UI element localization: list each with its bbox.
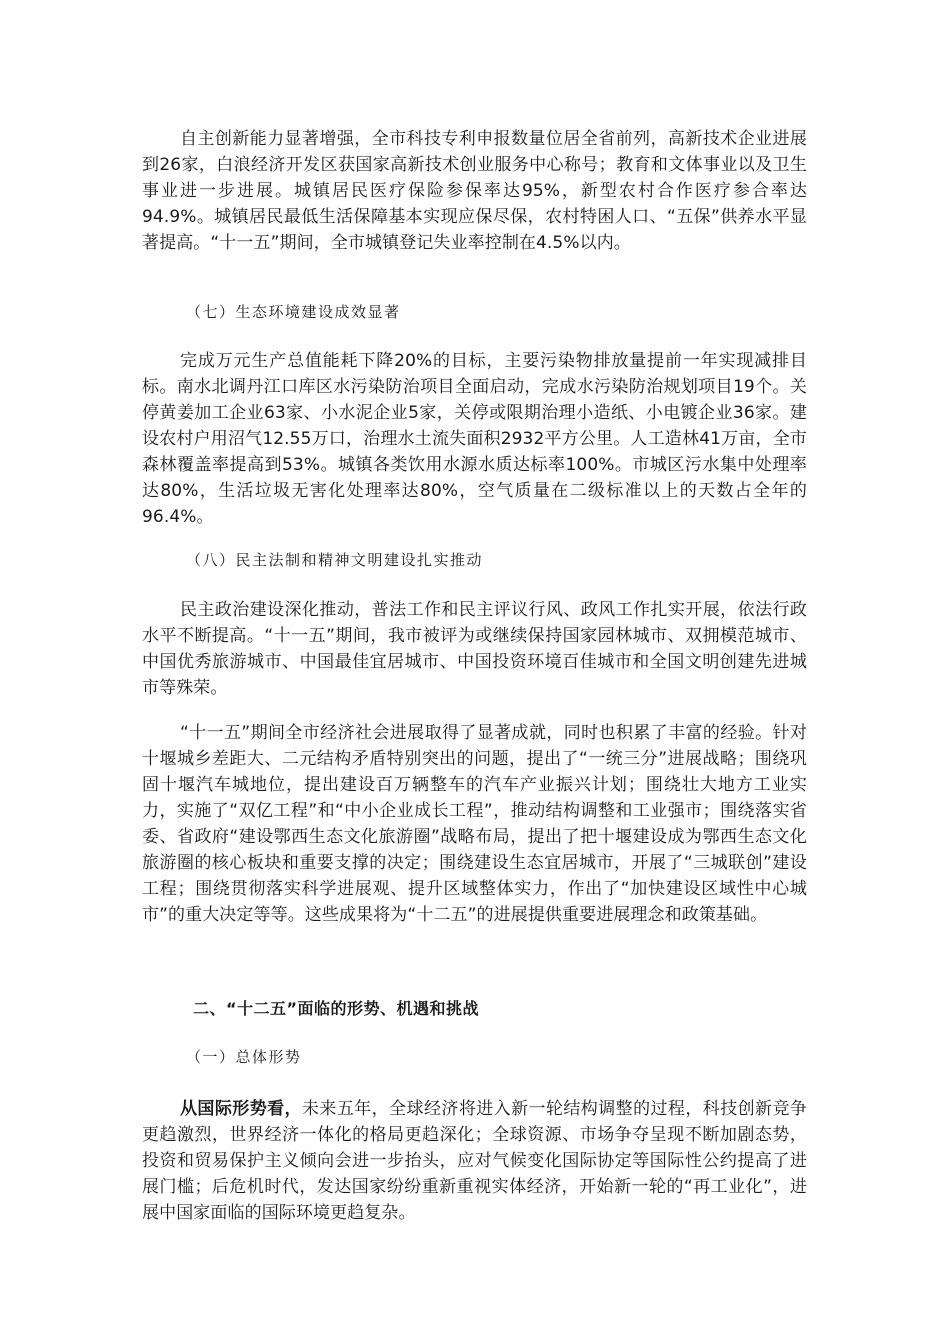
paragraph-ecology: 完成万元生产总值能耗下降20%的目标，主要污染物排放量提前一年实现减排目标。南水北调丹江口库区水污染防治项目全面启动，完成水污染防治规划项目19个。关停黄姜加工企业63家、小水泥企业5家，关停或限期治理小造纸、小电镀企业36家。建设农村户用沼气12.55万口，治理水土流失面积2932平方公里。人工造林41万亩，全市森林覆盖率提高到53%。城镇各类饮用水源水质达标率100%。市城区污水集中处理率达80%，生活垃圾无害化处理率达80%，空气质量在二级标准以上的天数占全年的96.4%。 bbox=[142, 351, 807, 527]
section-heading-democracy: （八）民主法制和精神文明建设扎实推动 bbox=[186, 551, 484, 569]
section-heading-overall-situation: （一）总体形势 bbox=[186, 1048, 302, 1066]
paragraph-international-situation bbox=[142, 1096, 807, 1226]
chapter-heading-twelfth-plan: 二、“十二五”面临的形势、机遇和挑战 bbox=[193, 999, 480, 1018]
lead-phrase-international: 从国际形势看， bbox=[180, 1099, 302, 1119]
paragraph-innovation-social: 自主创新能力显著增强，全市科技专利申报数量位居全省前列，高新技术企业进展到26家，白浪经济开发区获国家高新技术创业服务中心称号；教育和文体事业以及卫生事业进一步进展。城镇居民医疗保险参保率达95%，新型农村合作医疗参合率达94.9%。城镇居民最低生活保障基本实现应保尽保，农村特困人口、“五保”供养水平显著提高。“十一五”期间，全市城镇登记失业率控制在4.5%以内。 bbox=[142, 129, 807, 253]
paragraph-experience-summary: “十一五”期间全市经济社会进展取得了显著成就，同时也积累了丰富的经验。针对十堰城乡差距大、二元结构矛盾特别突出的问题，提出了“一统三分”进展战略；围绕巩固十堰汽车城地位，提出建设百万辆整车的汽车产业振兴计划；围绕壮大地方工业实力，实施了“双亿工程”和“中小企业成长工程”，推动结构调整和工业强市；围绕落实省委、省政府“建设鄂西生态文化旅游圈”战略布局，提出了把十堰建设成为鄂西生态文化旅游圈的核心板块和重要支撑的决定；围绕建设生态宜居城市，开展了“三城联创”建设工程；围绕贯彻落实科学进展观、提升区域整体实力，作出了“加快建设区域性中心城市”的重大决定等等。这些成果将为“十二五”的进展提供重要进展理念和政策基础。 bbox=[142, 723, 807, 925]
paragraph-democracy: 民主政治建设深化推动，普法工作和民主评议行风、政风工作扎实开展，依法行政水平不断提高。“十一五”期间，我市被评为或继续保持国家园林城市、双拥模范城市、中国优秀旅游城市、中国最佳宜居城市、中国投资环境百佳城市和全国文明创建先进城市等殊荣。 bbox=[142, 600, 807, 698]
section-heading-ecology: （七）生态环境建设成效显著 bbox=[186, 303, 401, 321]
paragraph-international-body: 未来五年，全球经济将进入新一轮结构调整的过程，科技创新竞争更趋激烈，世界经济一体化的格局更趋深化；全球资源、市场争夺呈现不断加剧态势，投资和贸易保护主义倾向会进一步抬头，应对气候变化国际协定等国际性公约提高了进展门槛；后危机时代，发达国家纷纷重新重视实体经济，开始新一轮的“再工业化”，进展中国家面临的国际环境更趋复杂。 bbox=[142, 1099, 807, 1223]
